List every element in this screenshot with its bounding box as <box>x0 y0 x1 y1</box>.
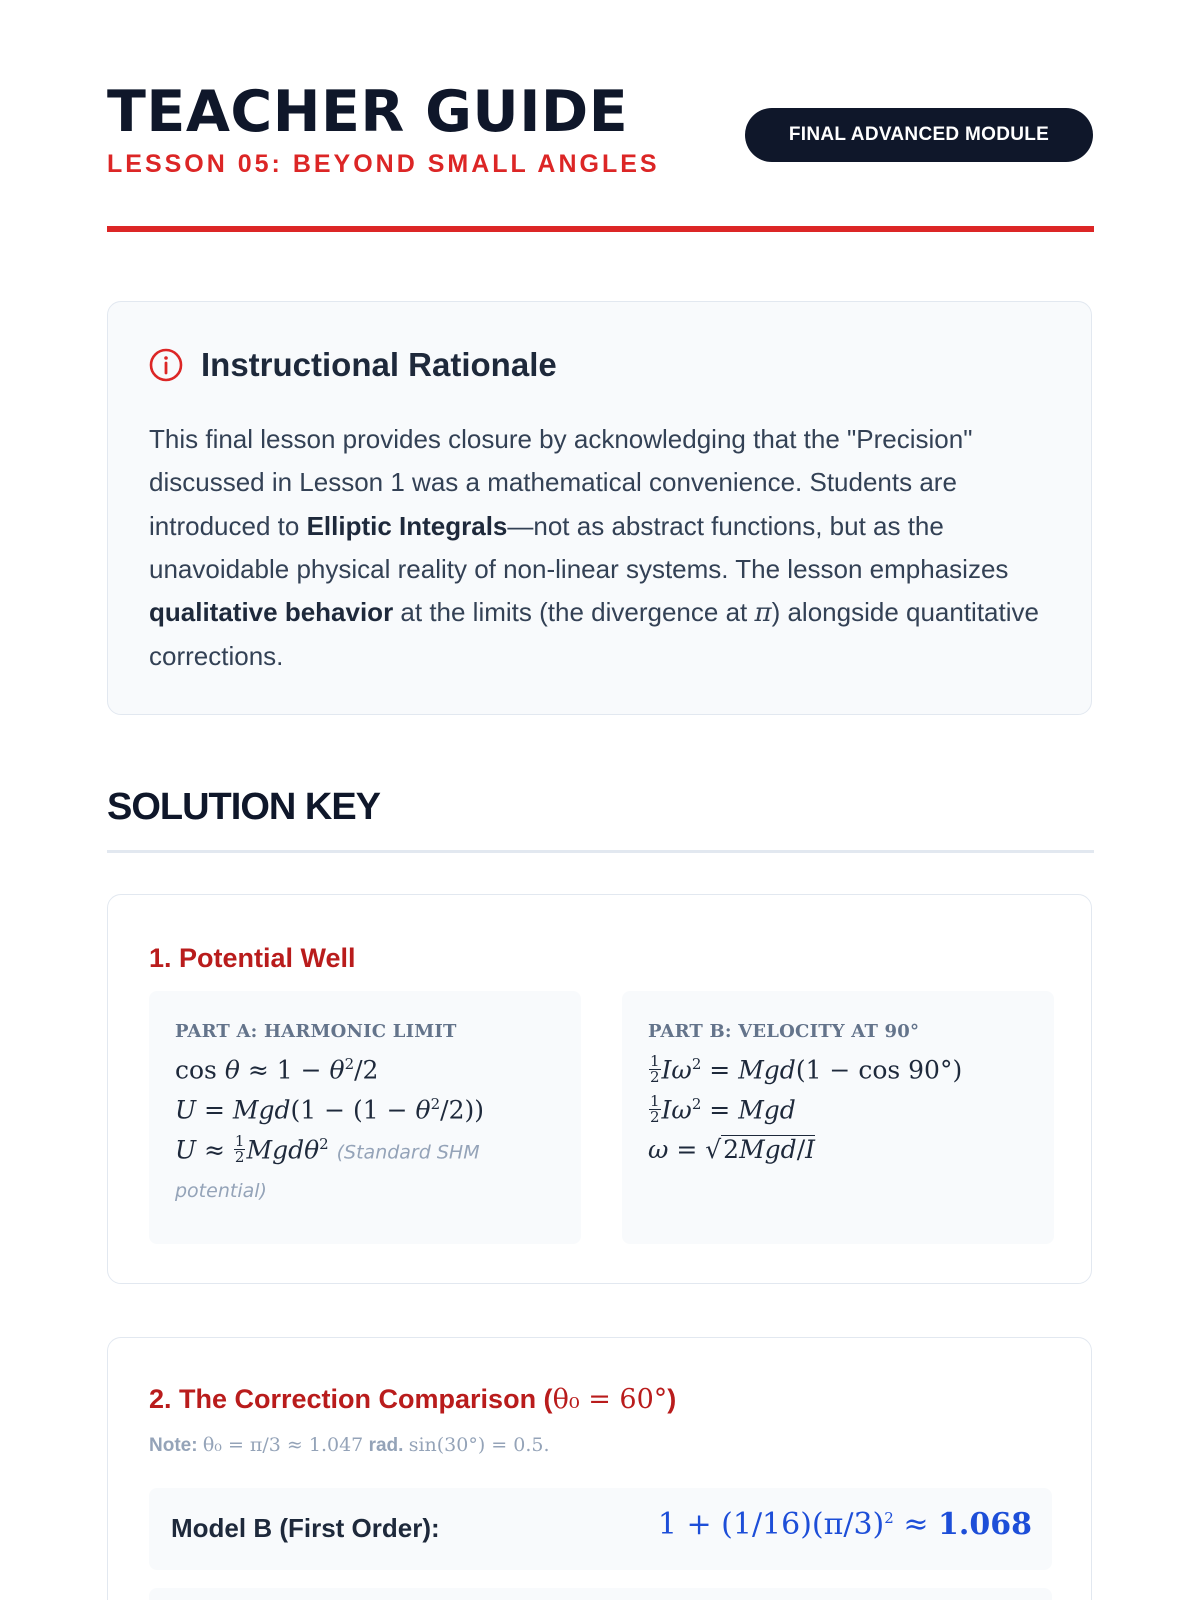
rationale-body <box>149 418 1054 679</box>
part-a-label: PART A: HARMONIC LIMIT <box>175 1021 457 1042</box>
shm-note-line-2: potential) <box>175 1180 267 1202</box>
model-b-result: 1.068 <box>938 1507 1032 1542</box>
part-b-equation-3: ω = √2Mgd/I <box>648 1135 816 1164</box>
problem-1-title: 1. Potential Well <box>149 943 356 973</box>
problem-1-card <box>107 894 1092 1284</box>
rationale-title: Instructional Rationale <box>201 346 557 383</box>
lesson-subtitle: LESSON 05: BEYOND SMALL ANGLES <box>107 150 660 178</box>
part-b-equation-1: $\frac{1}{2}$ $I\omega^2 = Mgd(1 - \cos 90^\circ)$ <box>650 1052 963 1087</box>
rationale-pi: π <box>754 598 772 629</box>
part-a-equation-1: $\cos \theta \approx 1 - \theta^2/2$ <box>175 1055 379 1085</box>
model-b-approx: ≈ <box>903 1507 929 1542</box>
problem-2-card <box>107 1337 1092 1600</box>
module-badge: FINAL ADVANCED MODULE <box>745 108 1093 162</box>
rationale-bold-elliptic: Elliptic Integrals <box>306 510 508 541</box>
note-math-1: θ₀ = π/3 ≈ 1.047 <box>202 1434 364 1456</box>
model-b-value: $1 + (1/16)(\pi/3)^2 \approx 1.068$ <box>657 1507 1032 1542</box>
note-rad: rad. <box>368 1435 404 1456</box>
rationale-bold-qualitative: qualitative behavior <box>149 597 394 628</box>
problem-2-title-math: θ₀ = 60° <box>552 1384 668 1415</box>
header-divider <box>107 226 1094 232</box>
part-a-equation-2: $U = Mgd(1 - (1 - \theta^2/2))$ <box>175 1095 484 1125</box>
solution-key-divider <box>107 850 1094 853</box>
part-a-panel <box>149 991 581 1244</box>
model-b-expression: 1 + (1/16)(π/3) <box>657 1507 885 1542</box>
model-b-label: Model B (First Order): <box>171 1513 440 1543</box>
part-a-equation-3: U ≈ $\frac{1}{2}$ Mgdθ$^2$ (Standard SHM <box>175 1132 480 1167</box>
shm-note-line-1: (Standard SHM <box>336 1141 480 1164</box>
problem-2-title-text: 2. The Correction Comparison ( <box>149 1384 553 1414</box>
next-model-row <box>149 1588 1052 1600</box>
rationale-text-2: —not as abstract functions, but as the unavoidable physical reality of non-linear systems. The lesson emphasizes <box>149 510 1009 584</box>
rationale-header <box>149 346 557 384</box>
page-title: TEACHER GUIDE <box>107 79 629 145</box>
part-b-label: PART B: VELOCITY AT 90° <box>648 1021 920 1042</box>
problem-2-title <box>149 1386 676 1413</box>
rationale-text-3: at the limits (the divergence at <box>393 597 755 628</box>
rationale-text-1: This final lesson provides closure by acknowledging that the "Precision" discussed in Lesson 1 was a mathematical convenience. Students are introduced to <box>149 424 973 541</box>
model-b-row <box>149 1488 1052 1570</box>
rationale-card <box>107 301 1092 715</box>
rationale-text-4: ) alongside quantitative corrections. <box>149 597 1039 672</box>
part-b-panel <box>622 991 1054 1244</box>
page-header <box>107 78 1093 238</box>
note-label: Note: <box>149 1435 198 1456</box>
info-icon <box>149 348 183 382</box>
problem-2-title-close: ) <box>667 1384 677 1414</box>
note-math-2: sin(30°) = 0.5. <box>408 1434 550 1456</box>
part-b-equation-2: $\frac{1}{2}$ $I\omega^2$ = Mgd <box>650 1092 796 1127</box>
problem-2-note <box>149 1434 550 1457</box>
solution-key-title: SOLUTION KEY <box>107 786 381 828</box>
